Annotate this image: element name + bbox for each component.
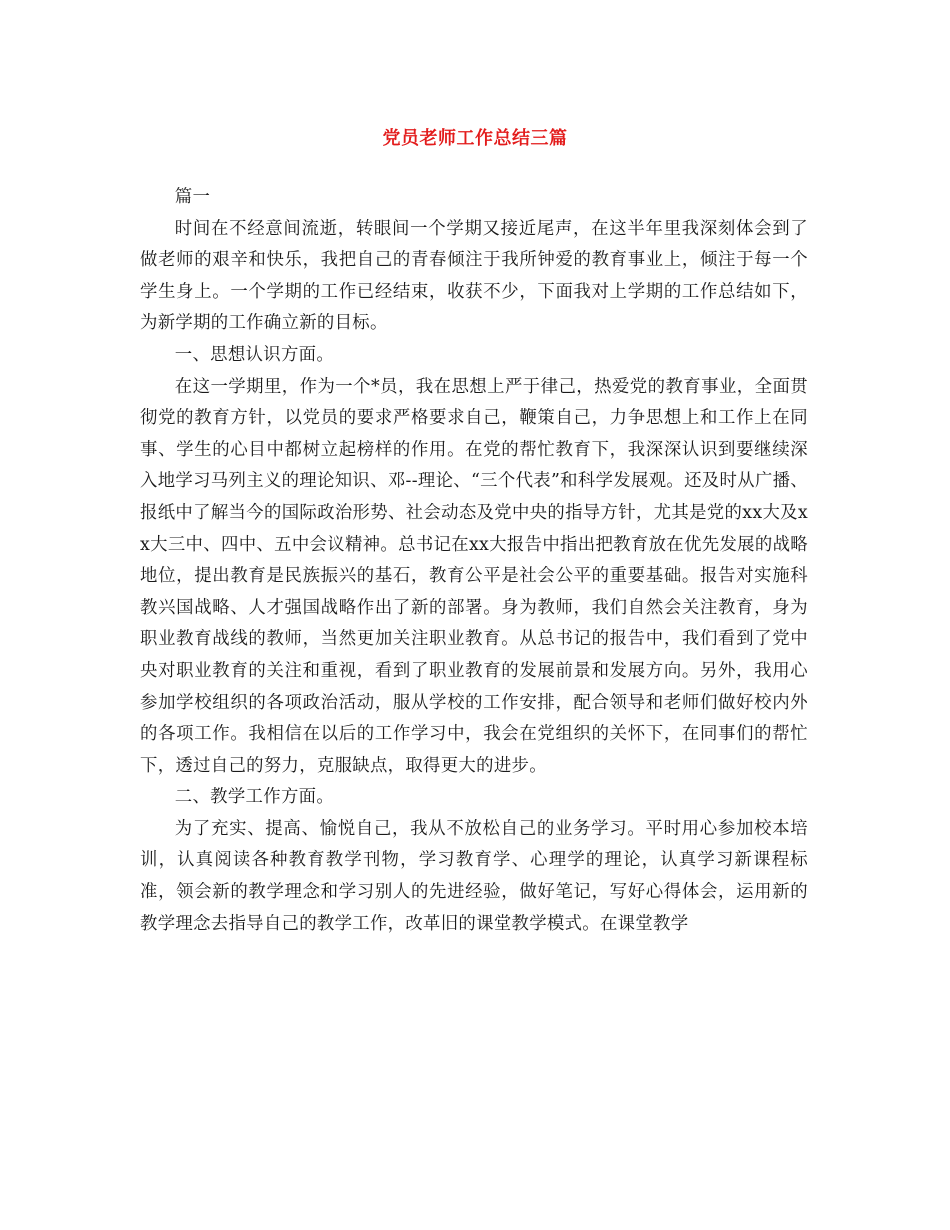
- intro-paragraph: 时间在不经意间流逝，转眼间一个学期又接近尾声，在这半年里我深刻体会到了做老师的艰辛和快乐，我把自己的青春倾注于我所钟爱的教育事业上，倾注于每一个学生身上。一个学期的工作已经结束，收获不少，下面我对上学期的工作总结如下，为新学期的工作确立新的目标。: [140, 218, 808, 334]
- section-heading-ideology: 一、思想认识方面。: [174, 344, 335, 365]
- teaching-paragraph: 为了充实、提高、愉悦自己，我从不放松自己的业务学习。平时用心参加校本培训，认真阅读各种教育教学刊物，学习教育学、心理学的理论，认真学习新课程标准，领会新的教学理念和学习别人的先进经验，做好笔记，写好心得体会，运用新的教学理念去指导自己的教学工作，改革旧的课堂教学模式。在课堂教学: [140, 818, 808, 934]
- ideology-paragraph: 在这一学期里，作为一个*员，我在思想上严于律己，热爱党的教育事业，全面贯彻党的教育方针，以党员的要求严格要求自己，鞭策自己，力争思想上和工作上在同事、学生的心目中都树立起榜样的作用。在党的帮忙教育下，我深深认识到要继续深入地学习马列主义的理论知识、邓--理论、“三个代表”和科学发展观。还及时从广播、报纸中了解当今的国际政治形势、社会动态及党中央的指导方针，尤其是党的xx大及xx大三中、四中、五中会议精神。总书记在xx大报告中指出把教育放在优先发展的战略地位，提出教育是民族振兴的基石，教育公平是社会公平的重要基础。报告对实施科教兴国战略、人才强国战略作出了新的部署。身为教师，我们自然会关注教育，身为职业教育战线的教师，当然更加关注职业教育。从总书记的报告中，我们看到了党中央对职业教育的关注和重视，看到了职业教育的发展前景和发展方向。另外，我用心参加学校组织的各项政治活动，服从学校的工作安排，配合领导和老师们做好校内外的各项工作。我相信在以后的工作学习中，我会在党组织的关怀下，在同事们的帮忙下，透过自己的努力，克服缺点，取得更大的进步。: [140, 376, 808, 776]
- section-heading-teaching: 二、教学工作方面。: [174, 787, 335, 808]
- document-body: [140, 182, 808, 940]
- document-title: 党员老师工作总结三篇: [382, 128, 568, 149]
- section-heading-part-one: 篇一: [174, 187, 211, 207]
